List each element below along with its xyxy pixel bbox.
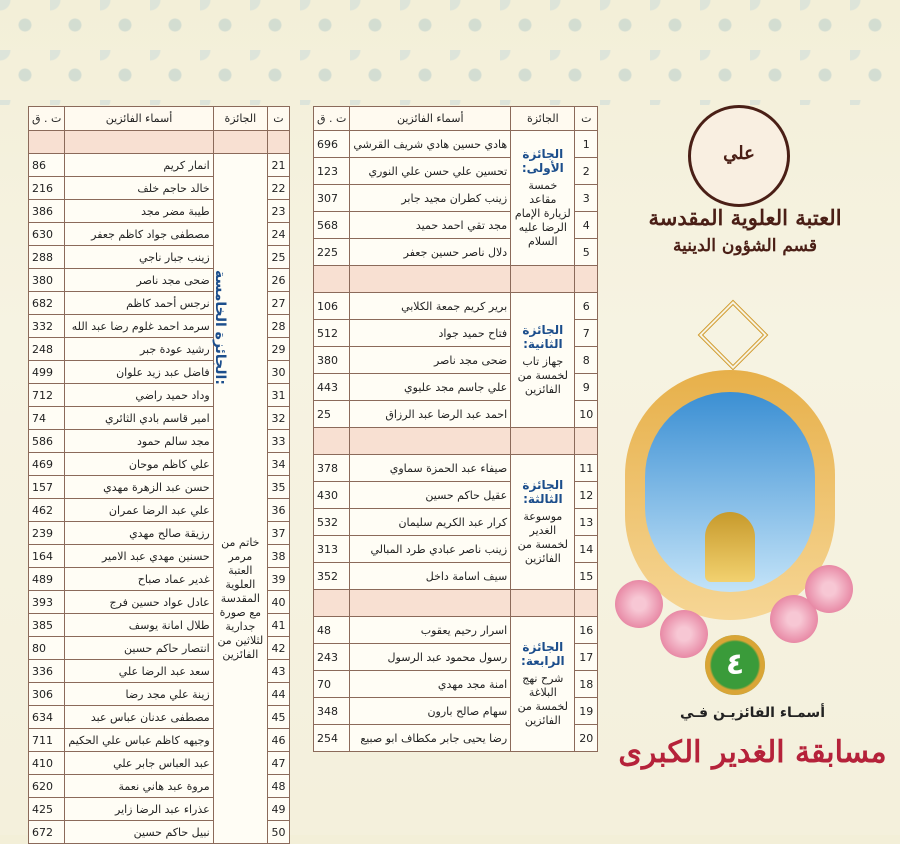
row-number: 32 — [267, 407, 289, 430]
winner-code: 70 — [314, 671, 350, 698]
winner-name: وداد حميد راضي — [65, 384, 213, 407]
rose-flower — [805, 565, 853, 613]
winner-name: عبد العباس جابر علي — [65, 752, 213, 775]
separator-cell — [213, 131, 267, 154]
row-number: 26 — [267, 269, 289, 292]
winner-code: 313 — [314, 536, 350, 563]
row-number: 14 — [575, 536, 598, 563]
winner-code: 352 — [314, 563, 350, 590]
winner-code: 672 — [29, 821, 65, 844]
prize-cell — [511, 617, 575, 752]
winner-code: 393 — [29, 591, 65, 614]
row-number: 39 — [267, 568, 289, 591]
winner-name: سعد عبد الرضا علي — [65, 660, 213, 683]
prize-title: الجائزة الرابعة: — [521, 640, 565, 668]
winner-name: امنة مجد مهدي — [350, 671, 511, 698]
winner-name: عادل عواد حسين فرج — [65, 591, 213, 614]
row-number: 43 — [267, 660, 289, 683]
winner-name: ضحى مجد ناصر — [350, 347, 511, 374]
winner-name: فتاح حميد جواد — [350, 320, 511, 347]
right-table-body — [314, 131, 598, 752]
row-number: 10 — [575, 401, 598, 428]
prize-description: خمسة مقاعد لزيارة الإمام الرضا عليه السلام — [514, 179, 571, 248]
row-number: 15 — [575, 563, 598, 590]
row-number: 44 — [267, 683, 289, 706]
row-number: 1 — [575, 131, 598, 158]
table-row — [29, 154, 290, 177]
row-number: 27 — [267, 292, 289, 315]
winner-name: رسول محمود عبد الرسول — [350, 644, 511, 671]
row-number: 3 — [575, 185, 598, 212]
winner-name: برير كريم جمعة الكلابي — [350, 293, 511, 320]
left-table-body — [29, 131, 290, 844]
winner-code: 499 — [29, 361, 65, 384]
winner-code: 489 — [29, 568, 65, 591]
contest-title: مسابقة الغدير الكبرى — [618, 735, 887, 770]
separator-cell — [314, 266, 350, 293]
winner-name: نبيل حاكم حسين — [65, 821, 213, 844]
separator-cell — [314, 428, 350, 455]
col-num-header: ت — [267, 107, 289, 131]
winner-code: 430 — [314, 482, 350, 509]
row-number: 9 — [575, 374, 598, 401]
winner-name: زينب كطران مجيد جابر — [350, 185, 511, 212]
table-row — [314, 131, 598, 158]
row-number: 18 — [575, 671, 598, 698]
winner-name: ضحى مجد ناصر — [65, 269, 213, 292]
separator-cell — [575, 266, 598, 293]
row-number: 2 — [575, 158, 598, 185]
winner-name: فاضل عبد زيد علوان — [65, 361, 213, 384]
separator-cell — [350, 428, 511, 455]
winner-name: سيف اسامة داخل — [350, 563, 511, 590]
winner-name: علي كاظم موحان — [65, 453, 213, 476]
winner-code: 336 — [29, 660, 65, 683]
row-number: 20 — [575, 725, 598, 752]
winner-name: دلال ناصر حسين جعفر — [350, 239, 511, 266]
separator-cell — [350, 266, 511, 293]
winner-name: زينب جبار ناجي — [65, 246, 213, 269]
winner-code: 48 — [314, 617, 350, 644]
row-number: 38 — [267, 545, 289, 568]
separator-cell — [511, 266, 575, 293]
prize-cell — [511, 455, 575, 590]
winner-name: تحسين علي حسن علي النوري — [350, 158, 511, 185]
col-prize-header: الجائزة — [213, 107, 267, 131]
winner-name: سرمد احمد غلوم رضا عبد الله — [65, 315, 213, 338]
winner-name: زينة علي مجد رضا — [65, 683, 213, 706]
row-number: 46 — [267, 729, 289, 752]
row-number: 24 — [267, 223, 289, 246]
winner-name: مصطفى جواد كاظم جعفر — [65, 223, 213, 246]
separator-row — [314, 428, 598, 455]
winner-code: 512 — [314, 320, 350, 347]
winner-name: طيبة مضر مجد — [65, 200, 213, 223]
winner-code: 225 — [314, 239, 350, 266]
separator-cell — [575, 428, 598, 455]
winner-code: 410 — [29, 752, 65, 775]
row-number: 33 — [267, 430, 289, 453]
row-number: 42 — [267, 637, 289, 660]
winner-code: 443 — [314, 374, 350, 401]
row-number: 19 — [575, 698, 598, 725]
winner-name: مصطفى عدنان عباس عبد — [65, 706, 213, 729]
prize-cell — [511, 131, 575, 266]
prize-title: الجائزة الثالثة: — [522, 478, 564, 506]
winner-name: كرار عبد الكريم سليمان — [350, 509, 511, 536]
prize-description: شرح نهج البلاغة لخمسة من الفائزين — [517, 672, 568, 727]
left-winners-table — [28, 106, 290, 844]
winner-code: 425 — [29, 798, 65, 821]
prize-title: الجائزة الثانية: — [522, 323, 564, 351]
right-winners-table — [313, 106, 598, 752]
separator-cell — [314, 590, 350, 617]
row-number: 45 — [267, 706, 289, 729]
winner-name: حسن عبد الزهرة مهدي — [65, 476, 213, 499]
sky-image — [645, 392, 815, 592]
row-number: 36 — [267, 499, 289, 522]
row-number: 49 — [267, 798, 289, 821]
separator-row — [29, 131, 290, 154]
winner-code: 288 — [29, 246, 65, 269]
winner-code: 586 — [29, 430, 65, 453]
col-code-header: ت . ق — [29, 107, 65, 131]
winner-code: 243 — [314, 644, 350, 671]
winner-code: 254 — [314, 725, 350, 752]
separator-row — [314, 266, 598, 293]
row-number: 37 — [267, 522, 289, 545]
row-number: 7 — [575, 320, 598, 347]
row-number: 13 — [575, 509, 598, 536]
winner-code: 711 — [29, 729, 65, 752]
winner-name: هادي حسين هادي شريف القرشي — [350, 131, 511, 158]
row-number: 6 — [575, 293, 598, 320]
winner-name: عذراء عبد الرضا زاير — [65, 798, 213, 821]
separator-cell — [65, 131, 213, 154]
separator-cell — [350, 590, 511, 617]
winner-code: 106 — [314, 293, 350, 320]
shrine-logo — [688, 105, 790, 207]
winner-name: رزيقة صالح مهدي — [65, 522, 213, 545]
row-number: 5 — [575, 239, 598, 266]
winner-code: 532 — [314, 509, 350, 536]
winner-name: علي عبد الرضا عمران — [65, 499, 213, 522]
row-number: 4 — [575, 212, 598, 239]
winner-code: 248 — [29, 338, 65, 361]
winner-name: احمد عبد الرضا عبد الرزاق — [350, 401, 511, 428]
table-row — [314, 455, 598, 482]
winner-code: 634 — [29, 706, 65, 729]
golden-dome — [705, 512, 755, 582]
winner-name: اسرار رحيم يعقوب — [350, 617, 511, 644]
prize-cell — [213, 154, 267, 844]
org-line1: العتبة العلوية المقدسة — [648, 205, 842, 230]
winner-name: وجيهه كاظم عباس علي الحكيم — [65, 729, 213, 752]
winner-code: 712 — [29, 384, 65, 407]
row-number: 21 — [267, 154, 289, 177]
separator-cell — [511, 590, 575, 617]
row-number: 34 — [267, 453, 289, 476]
row-number: 23 — [267, 200, 289, 223]
winner-name: علي جاسم مجد عليوي — [350, 374, 511, 401]
row-number: 41 — [267, 614, 289, 637]
winner-name: سهام صالح بارون — [350, 698, 511, 725]
row-number: 17 — [575, 644, 598, 671]
row-number: 16 — [575, 617, 598, 644]
winner-code: 74 — [29, 407, 65, 430]
row-number: 29 — [267, 338, 289, 361]
winners-subtitle: أسمـاء الفائزيـن فـي — [679, 705, 825, 721]
winner-name: خالد حاجم خلف — [65, 177, 213, 200]
winner-code: 682 — [29, 292, 65, 315]
row-number: 25 — [267, 246, 289, 269]
row-number: 8 — [575, 347, 598, 374]
winner-name: مجد تقي احمد حميد — [350, 212, 511, 239]
winner-name: مجد سالم حمود — [65, 430, 213, 453]
row-number: 28 — [267, 315, 289, 338]
winner-name: حسنين مهدي عبد الامير — [65, 545, 213, 568]
winner-code: 164 — [29, 545, 65, 568]
winner-code: 469 — [29, 453, 65, 476]
col-names-header: أسماء الفائزين — [65, 107, 213, 131]
winner-code: 86 — [29, 154, 65, 177]
winner-name: صيفاء عبد الحمزة سماوي — [350, 455, 511, 482]
winner-code: 378 — [314, 455, 350, 482]
winner-code: 123 — [314, 158, 350, 185]
row-number: 48 — [267, 775, 289, 798]
fifth-prize-title: الجائزة الخامسة: — [212, 270, 228, 385]
row-number: 22 — [267, 177, 289, 200]
winner-code: 630 — [29, 223, 65, 246]
winner-name: امير قاسم بادي الثائري — [65, 407, 213, 430]
winner-name: رشيد عودة جبر — [65, 338, 213, 361]
winner-code: 348 — [314, 698, 350, 725]
winner-code: 386 — [29, 200, 65, 223]
separator-cell — [267, 131, 289, 154]
winner-code: 380 — [29, 269, 65, 292]
winner-name: زينب ناصر عبادي طرد المبالي — [350, 536, 511, 563]
knot-ornament — [698, 300, 769, 371]
prize-title: الجائزة الأولى: — [521, 147, 564, 175]
winner-code: 25 — [314, 401, 350, 428]
col-code-header: ت . ق — [314, 107, 350, 131]
winner-name: انمار كريم — [65, 154, 213, 177]
row-number: 31 — [267, 384, 289, 407]
winner-name: غدير عماد صباح — [65, 568, 213, 591]
winner-code: 380 — [314, 347, 350, 374]
separator-cell — [511, 428, 575, 455]
winner-name: مروة عبد هاني نعمة — [65, 775, 213, 798]
row-number: 12 — [575, 482, 598, 509]
prize-cell — [511, 293, 575, 428]
col-prize-header: الجائزة — [511, 107, 575, 131]
org-line2: قسم الشؤون الدينية — [673, 236, 817, 256]
rose-flower — [615, 580, 663, 628]
logo-text: علي — [723, 143, 755, 164]
winner-code: 620 — [29, 775, 65, 798]
winner-code: 385 — [29, 614, 65, 637]
separator-row — [314, 590, 598, 617]
winner-code: 696 — [314, 131, 350, 158]
winner-code: 332 — [29, 315, 65, 338]
row-number: 11 — [575, 455, 598, 482]
winner-code: 462 — [29, 499, 65, 522]
row-number: 47 — [267, 752, 289, 775]
winner-name: طلال امانة يوسف — [65, 614, 213, 637]
decorative-pattern-top — [0, 0, 900, 105]
title-panel — [610, 100, 900, 835]
winner-name: عقيل حاكم حسين — [350, 482, 511, 509]
prize-description: خاتم من مرمر العتبة العلوية المقدسة مع صورة جدارية لثلاثين من الفائزين — [217, 535, 264, 661]
prize-description: موسوعة الغدير لخمسة من الفائزين — [517, 510, 568, 565]
rose-flower — [660, 610, 708, 658]
row-number: 35 — [267, 476, 289, 499]
winner-name: رضا يحيى جابر مكطاف ابو صبيع — [350, 725, 511, 752]
winner-code: 216 — [29, 177, 65, 200]
winner-code: 80 — [29, 637, 65, 660]
winner-code: 239 — [29, 522, 65, 545]
row-number: 30 — [267, 361, 289, 384]
winner-name: انتصار حاكم حسين — [65, 637, 213, 660]
table-row — [314, 617, 598, 644]
winner-code: 306 — [29, 683, 65, 706]
edition-badge: ٤ — [705, 635, 765, 695]
row-number: 40 — [267, 591, 289, 614]
row-number: 50 — [267, 821, 289, 844]
table-row — [314, 293, 598, 320]
separator-cell — [575, 590, 598, 617]
col-names-header: أسماء الفائزين — [350, 107, 511, 131]
prize-description: جهاز تاب لخمسة من الفائزين — [517, 355, 568, 396]
winner-code: 568 — [314, 212, 350, 239]
organization-name — [630, 205, 860, 256]
col-num-header: ت — [575, 107, 598, 131]
winner-code: 307 — [314, 185, 350, 212]
separator-cell — [29, 131, 65, 154]
winner-code: 157 — [29, 476, 65, 499]
winner-name: نرجس أحمد كاظم — [65, 292, 213, 315]
